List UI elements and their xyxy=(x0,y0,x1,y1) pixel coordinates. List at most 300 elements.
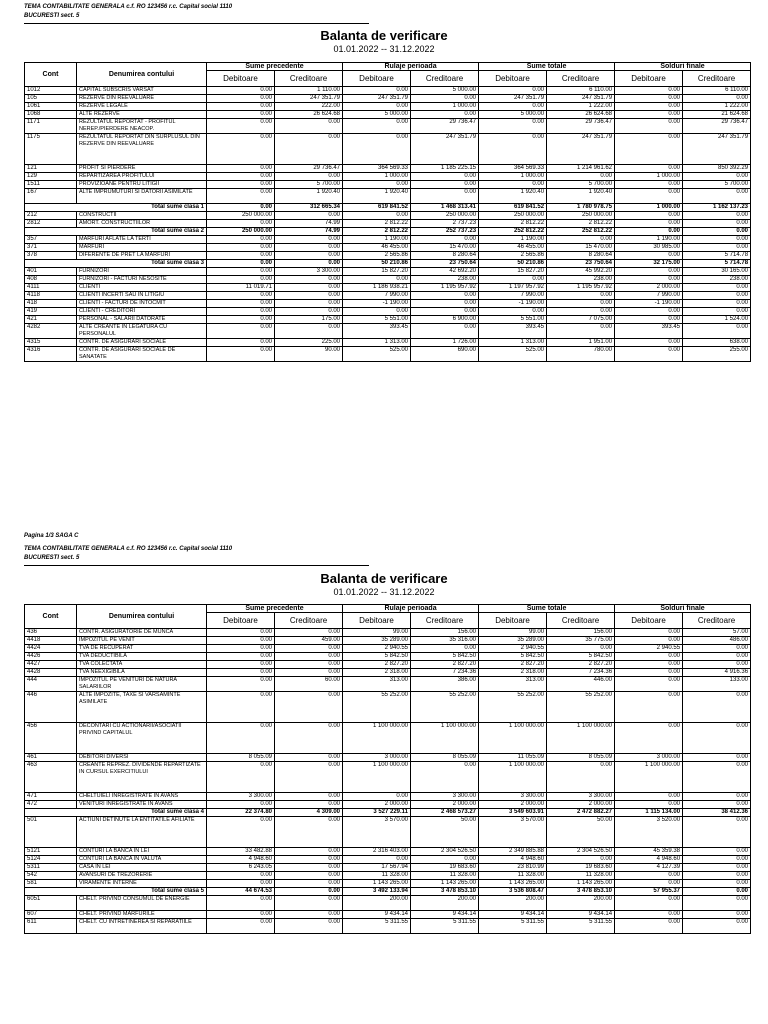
col-header-debit: Debitoare xyxy=(479,71,547,87)
amount-cell: 2 940.55 xyxy=(479,645,547,653)
amount-cell: 38 412.36 xyxy=(683,809,751,817)
account-row xyxy=(25,189,751,204)
amount-cell: 0.00 xyxy=(683,723,751,754)
account-code: 542 xyxy=(25,872,77,880)
amount-cell: 2 812.22 xyxy=(479,220,547,228)
address-line: BUCURESTI sect. 5 xyxy=(24,13,80,19)
amount-cell: 0.00 xyxy=(683,817,751,848)
account-code: 4111 xyxy=(25,284,77,292)
amount-cell: 1 195 957.92 xyxy=(411,284,479,292)
amount-cell: 0.00 xyxy=(207,347,275,362)
col-header-credit: Creditoare xyxy=(275,613,343,629)
amount-cell: 0.00 xyxy=(615,911,683,919)
amount-cell: 44 674.53 xyxy=(207,888,275,896)
account-row xyxy=(25,911,751,919)
amount-cell: 0.00 xyxy=(615,347,683,362)
amount-cell: 0.00 xyxy=(615,669,683,677)
amount-cell: 0.00 xyxy=(207,316,275,324)
amount-cell: 1 100 000.00 xyxy=(479,723,547,754)
account-name: DECONTARI CU ACTIONARII/ASOCIATII PRIVIND CAPITALUL xyxy=(77,723,207,754)
account-code: 607 xyxy=(25,911,77,919)
amount-cell: 0.00 xyxy=(275,300,343,308)
account-row xyxy=(25,339,751,347)
amount-cell: 2 468 573.27 xyxy=(411,809,479,817)
amount-cell: 393.45 xyxy=(343,324,411,339)
amount-cell: 0.00 xyxy=(683,189,751,204)
amount-cell: 0.00 xyxy=(615,268,683,276)
col-group-header: Rulaje perioada xyxy=(343,605,479,613)
amount-cell: 393.45 xyxy=(615,324,683,339)
amount-cell: 0.00 xyxy=(207,244,275,252)
account-row xyxy=(25,165,751,173)
amount-cell: 0.00 xyxy=(411,308,479,316)
amount-cell: 1 313.00 xyxy=(343,339,411,347)
amount-cell: 5 551.00 xyxy=(479,316,547,324)
amount-cell: 0.00 xyxy=(615,308,683,316)
amount-cell: 1 000.00 xyxy=(615,173,683,181)
amount-cell: 1 726.00 xyxy=(411,339,479,347)
account-name: AMORT. CONSTRUCTIILOR xyxy=(77,220,207,228)
amount-cell: 0.00 xyxy=(275,212,343,220)
amount-cell: -1 190.00 xyxy=(615,300,683,308)
amount-cell: 0.00 xyxy=(275,292,343,300)
amount-cell: 0.00 xyxy=(411,292,479,300)
amount-cell: 0.00 xyxy=(615,87,683,95)
amount-cell: 0.00 xyxy=(343,119,411,134)
amount-cell: 2 000.00 xyxy=(411,801,479,809)
amount-cell: 2 812.22 xyxy=(547,220,615,228)
amount-cell: 45 359.38 xyxy=(615,848,683,856)
account-row xyxy=(25,324,751,339)
amount-cell: 11 019.71 xyxy=(207,284,275,292)
amount-cell: 0.00 xyxy=(207,801,275,809)
account-row xyxy=(25,793,751,801)
amount-cell: 0.00 xyxy=(479,308,547,316)
amount-cell: 0.00 xyxy=(207,653,275,661)
amount-cell: 313.00 xyxy=(479,677,547,692)
account-code: 167 xyxy=(25,189,77,204)
amount-cell: 5 551.00 xyxy=(343,316,411,324)
amount-cell: 15 470.00 xyxy=(547,244,615,252)
company-line: TEMA CONTABILITATE GENERALA c.f. RO 123456 r.c. Capital social 1110 xyxy=(24,4,233,10)
account-row xyxy=(25,252,751,260)
amount-cell: 0.00 xyxy=(207,308,275,316)
amount-cell: 364 569.33 xyxy=(479,165,547,173)
col-group-header: Sume totale xyxy=(479,605,615,613)
amount-cell: 2 565.86 xyxy=(343,252,411,260)
amount-cell: 0.00 xyxy=(411,95,479,103)
account-code: 4282 xyxy=(25,324,77,339)
amount-cell: 850 392.29 xyxy=(683,165,751,173)
amount-cell: 0.00 xyxy=(683,292,751,300)
amount-cell: 0.00 xyxy=(207,762,275,793)
amount-cell: 1 190.00 xyxy=(479,236,547,244)
amount-cell: 0.00 xyxy=(275,252,343,260)
total-row xyxy=(25,260,751,268)
amount-cell: 247 351.79 xyxy=(683,134,751,165)
col-header-credit: Creditoare xyxy=(411,613,479,629)
col-header-denumire: Denumirea contului xyxy=(77,63,207,87)
account-name: REZERVE LEGALE xyxy=(77,103,207,111)
amount-cell: 238.00 xyxy=(683,276,751,284)
amount-cell: 11 328.00 xyxy=(343,872,411,880)
amount-cell: 252 737.23 xyxy=(411,228,479,236)
amount-cell: 7 234.36 xyxy=(547,669,615,677)
amount-cell: 35 289.00 xyxy=(479,637,547,645)
account-name: DEBITORI DIVERSI xyxy=(77,754,207,762)
amount-cell: 30 985.00 xyxy=(615,244,683,252)
amount-cell: 1 186 938.21 xyxy=(343,284,411,292)
account-code: 436 xyxy=(25,629,77,637)
amount-cell: 0.00 xyxy=(479,87,547,95)
amount-cell: 7 990.00 xyxy=(343,292,411,300)
amount-cell: 0.00 xyxy=(207,173,275,181)
col-header-debit: Debitoare xyxy=(615,613,683,629)
amount-cell: 0.00 xyxy=(207,119,275,134)
amount-cell: 7 234.36 xyxy=(411,669,479,677)
amount-cell: 0.00 xyxy=(275,911,343,919)
page2-header xyxy=(24,545,232,563)
amount-cell: 15 827.20 xyxy=(479,268,547,276)
account-name: CASA IN LEI xyxy=(77,864,207,872)
amount-cell: 0.00 xyxy=(275,864,343,872)
amount-cell: 486.00 xyxy=(683,637,751,645)
amount-cell: 0.00 xyxy=(275,880,343,888)
amount-cell: 393.45 xyxy=(479,324,547,339)
amount-cell: 11 328.00 xyxy=(411,872,479,880)
account-code: 1171 xyxy=(25,119,77,134)
account-row xyxy=(25,284,751,292)
amount-cell: 0.00 xyxy=(615,119,683,134)
amount-cell: 0.00 xyxy=(683,645,751,653)
amount-cell: 690.00 xyxy=(411,347,479,362)
amount-cell: 0.00 xyxy=(207,300,275,308)
account-name: CREANTE REPREZ. DIVIDENDE REPARTIZATE IN CURSUL EXERCITIULUI xyxy=(77,762,207,793)
account-name: ACTIUNI DETINUTE LA ENTITATILE AFILIATE xyxy=(77,817,207,848)
account-row xyxy=(25,244,751,252)
account-name: PROFIT SI PIERDERE xyxy=(77,165,207,173)
account-row xyxy=(25,212,751,220)
amount-cell: 0.00 xyxy=(275,896,343,911)
amount-cell: 1 100 000.00 xyxy=(343,762,411,793)
amount-cell: 0.00 xyxy=(343,103,411,111)
amount-cell: 252 812.22 xyxy=(479,228,547,236)
account-code: 501 xyxy=(25,817,77,848)
amount-cell: 0.00 xyxy=(615,228,683,236)
amount-cell: 0.00 xyxy=(275,324,343,339)
amount-cell: 2 316 403.00 xyxy=(343,848,411,856)
account-name: ALTE IMPRUMUTURI SI DATORII ASIMILATE xyxy=(77,189,207,204)
account-name: MARFURI AFLATE LA TERTI xyxy=(77,236,207,244)
amount-cell: 0.00 xyxy=(411,645,479,653)
amount-cell: 9 434.14 xyxy=(343,911,411,919)
amount-cell: 386.00 xyxy=(411,677,479,692)
amount-cell: 0.00 xyxy=(683,661,751,669)
amount-cell: 2 940.55 xyxy=(343,645,411,653)
amount-cell: 3 300.00 xyxy=(207,793,275,801)
amount-cell: 0.00 xyxy=(683,864,751,872)
amount-cell: 8 055.09 xyxy=(207,754,275,762)
col-group-header: Sume precedente xyxy=(207,605,343,613)
amount-cell: 0.00 xyxy=(275,284,343,292)
account-row xyxy=(25,300,751,308)
account-name: MARFURI xyxy=(77,244,207,252)
amount-cell: 6 243.05 xyxy=(207,864,275,872)
amount-cell: 22 374.80 xyxy=(207,809,275,817)
account-name: CONTURI LA BANCA IN VALUTA xyxy=(77,856,207,864)
amount-cell: 0.00 xyxy=(207,872,275,880)
balance-table-page2 xyxy=(24,604,751,934)
amount-cell: 0.00 xyxy=(683,856,751,864)
amount-cell: 1 000.00 xyxy=(411,103,479,111)
amount-cell: 3 527 229.11 xyxy=(343,809,411,817)
amount-cell: 0.00 xyxy=(615,276,683,284)
amount-cell: 5 000.00 xyxy=(343,111,411,119)
amount-cell: 1 100 000.00 xyxy=(411,723,479,754)
amount-cell: 0.00 xyxy=(411,300,479,308)
account-row xyxy=(25,653,751,661)
account-row xyxy=(25,173,751,181)
account-name: TVA NEEXIGIBILA xyxy=(77,669,207,677)
account-name: ALTE CREANTE IN LEGATURA CU PERSONALUL xyxy=(77,324,207,339)
amount-cell: 2 000.00 xyxy=(343,801,411,809)
account-code: 446 xyxy=(25,692,77,723)
amount-cell: 0.00 xyxy=(207,645,275,653)
amount-cell: 0.00 xyxy=(683,653,751,661)
account-code: 471 xyxy=(25,793,77,801)
amount-cell: 459.00 xyxy=(275,637,343,645)
col-header-credit: Creditoare xyxy=(683,613,751,629)
amount-cell: 0.00 xyxy=(683,911,751,919)
col-header-credit: Creditoare xyxy=(547,613,615,629)
amount-cell: 1 524.00 xyxy=(683,316,751,324)
account-name: AVANSURI DE TREZORERIE xyxy=(77,872,207,880)
amount-cell: 0.00 xyxy=(479,181,547,189)
amount-cell: 0.00 xyxy=(615,723,683,754)
amount-cell: 0.00 xyxy=(275,629,343,637)
amount-cell: 619 841.52 xyxy=(343,204,411,212)
account-code: 4427 xyxy=(25,661,77,669)
amount-cell: 11 328.00 xyxy=(479,872,547,880)
amount-cell: 0.00 xyxy=(275,653,343,661)
amount-cell: 9 434.14 xyxy=(547,911,615,919)
account-code: 1061 xyxy=(25,103,77,111)
amount-cell: 0.00 xyxy=(207,134,275,165)
account-code: 1012 xyxy=(25,87,77,95)
amount-cell: 0.00 xyxy=(683,754,751,762)
account-name: CAPITAL SUBSCRIS VARSAT xyxy=(77,87,207,95)
amount-cell: 15 470.00 xyxy=(411,244,479,252)
amount-cell: 3 300.00 xyxy=(547,793,615,801)
account-name: CLIENTI - FACTURI DE INTOCMIT xyxy=(77,300,207,308)
amount-cell: 0.00 xyxy=(683,793,751,801)
amount-cell: -1 190.00 xyxy=(343,300,411,308)
amount-cell: 0.00 xyxy=(207,637,275,645)
amount-cell: 26 624.68 xyxy=(547,111,615,119)
account-row xyxy=(25,754,751,762)
amount-cell: 364 569.33 xyxy=(343,165,411,173)
amount-cell: 0.00 xyxy=(615,793,683,801)
amount-cell: 2 000.00 xyxy=(547,801,615,809)
col-group-header: Sume precedente xyxy=(207,63,343,71)
total-label: Total sume clasa 1 xyxy=(25,204,207,212)
amount-cell: 3 000.00 xyxy=(615,754,683,762)
amount-cell: 60.00 xyxy=(275,677,343,692)
amount-cell: 1 780 978.75 xyxy=(547,204,615,212)
amount-cell: 0.00 xyxy=(615,316,683,324)
account-code: 4118 xyxy=(25,292,77,300)
amount-cell: 5 700.00 xyxy=(683,181,751,189)
account-code: 611 xyxy=(25,919,77,934)
amount-cell: 0.00 xyxy=(275,754,343,762)
balance-table-page1 xyxy=(24,62,751,362)
account-row xyxy=(25,111,751,119)
amount-cell: 1 162 137.23 xyxy=(683,204,751,212)
account-code: 472 xyxy=(25,801,77,809)
amount-cell: 5 714.78 xyxy=(683,252,751,260)
amount-cell: 0.00 xyxy=(615,95,683,103)
amount-cell: 0.00 xyxy=(207,103,275,111)
amount-cell: 0.00 xyxy=(207,669,275,677)
amount-cell: 0.00 xyxy=(615,111,683,119)
amount-cell: 247 351.79 xyxy=(479,95,547,103)
amount-cell: 5 311.55 xyxy=(411,919,479,934)
amount-cell: 50 210.86 xyxy=(343,260,411,268)
amount-cell: 0.00 xyxy=(275,919,343,934)
amount-cell: 0.00 xyxy=(683,95,751,103)
account-name: CHELT. PRIVIND MARFURILE xyxy=(77,911,207,919)
amount-cell: 7 075.00 xyxy=(547,316,615,324)
amount-cell: 252 812.22 xyxy=(547,228,615,236)
amount-cell: 1 110.00 xyxy=(275,87,343,95)
amount-cell: 0.00 xyxy=(275,669,343,677)
account-code: 444 xyxy=(25,677,77,692)
amount-cell: 55 252.00 xyxy=(343,692,411,723)
amount-cell: 1 195 957.92 xyxy=(547,284,615,292)
amount-cell: 0.00 xyxy=(207,911,275,919)
amount-cell: 0.00 xyxy=(683,220,751,228)
col-header-debit: Debitoare xyxy=(207,71,275,87)
amount-cell: 2 318.00 xyxy=(343,669,411,677)
amount-cell: 1 190.00 xyxy=(615,236,683,244)
account-row xyxy=(25,848,751,856)
col-header-cont: Cont xyxy=(25,605,77,629)
account-code: 212 xyxy=(25,212,77,220)
col-header-debit: Debitoare xyxy=(343,71,411,87)
amount-cell: 3 000.00 xyxy=(343,754,411,762)
account-name: CLIENTI xyxy=(77,284,207,292)
account-name: TVA DEDUCTIBILA xyxy=(77,653,207,661)
col-header-debit: Debitoare xyxy=(343,613,411,629)
amount-cell: 1 222.00 xyxy=(683,103,751,111)
account-code: 129 xyxy=(25,173,77,181)
amount-cell: 4 309.00 xyxy=(275,809,343,817)
amount-cell: 0.00 xyxy=(615,872,683,880)
total-label: Total sume clasa 2 xyxy=(25,228,207,236)
amount-cell: 46 455.00 xyxy=(343,244,411,252)
amount-cell: 1 197 957.92 xyxy=(479,284,547,292)
total-row xyxy=(25,888,751,896)
amount-cell: 26 624.68 xyxy=(275,111,343,119)
account-code: 4428 xyxy=(25,669,77,677)
account-row xyxy=(25,181,751,189)
amount-cell: 50.00 xyxy=(547,817,615,848)
amount-cell: 0.00 xyxy=(615,661,683,669)
amount-cell: 0.00 xyxy=(547,856,615,864)
amount-cell: 0.00 xyxy=(547,308,615,316)
total-label: Total sume clasa 5 xyxy=(25,888,207,896)
amount-cell: 0.00 xyxy=(411,324,479,339)
amount-cell: 0.00 xyxy=(479,134,547,165)
amount-cell: 1 115 134.00 xyxy=(615,809,683,817)
amount-cell: 0.00 xyxy=(343,793,411,801)
amount-cell: 247 351.79 xyxy=(275,95,343,103)
page-footer: Pagina 1/3 SAGA C xyxy=(24,533,79,539)
amount-cell: 0.00 xyxy=(683,692,751,723)
account-name: REPARTIZAREA PROFITULUI xyxy=(77,173,207,181)
amount-cell: 247 351.79 xyxy=(547,134,615,165)
account-code: 408 xyxy=(25,276,77,284)
address-line: BUCURESTI sect. 5 xyxy=(24,555,80,561)
amount-cell: 0.00 xyxy=(547,762,615,793)
amount-cell: 0.00 xyxy=(479,119,547,134)
amount-cell: 0.00 xyxy=(343,308,411,316)
amount-cell: 0.00 xyxy=(683,228,751,236)
amount-cell: 50.00 xyxy=(411,817,479,848)
amount-cell: 619 841.52 xyxy=(479,204,547,212)
amount-cell: 0.00 xyxy=(683,236,751,244)
account-row xyxy=(25,669,751,677)
account-name: CHELTUIELI INREGISTRATE IN AVANS xyxy=(77,793,207,801)
amount-cell: 0.00 xyxy=(207,181,275,189)
amount-cell: 0.00 xyxy=(615,165,683,173)
amount-cell: 9 434.14 xyxy=(479,911,547,919)
amount-cell: 0.00 xyxy=(683,284,751,292)
amount-cell: 0.00 xyxy=(411,236,479,244)
header-rule xyxy=(24,565,369,566)
amount-cell: 0.00 xyxy=(207,220,275,228)
amount-cell: 57.00 xyxy=(683,629,751,637)
amount-cell: 5 842.50 xyxy=(547,653,615,661)
account-name: ALTE IMPOZITE, TAXE SI VARSAMINTE ASIMILATE xyxy=(77,692,207,723)
amount-cell: 0.00 xyxy=(615,919,683,934)
account-name: CONTR. DE ASIGURARI SOCIALE xyxy=(77,339,207,347)
amount-cell: 23 750.64 xyxy=(547,260,615,268)
account-name: CLIENTI INCERTI SAU IN LITIGIU xyxy=(77,292,207,300)
amount-cell: 250 000.00 xyxy=(479,212,547,220)
amount-cell: 0.00 xyxy=(275,817,343,848)
amount-cell: 133.00 xyxy=(683,677,751,692)
account-name: CONTR. DE ASIGURARI SOCIALE DE SANATATE xyxy=(77,347,207,362)
amount-cell: 29 736.47 xyxy=(275,165,343,173)
total-row xyxy=(25,809,751,817)
amount-cell: 99.00 xyxy=(343,629,411,637)
amount-cell: 2 827.20 xyxy=(547,661,615,669)
account-row xyxy=(25,629,751,637)
account-name: FURNIZORI - FACTURI NESOSITE xyxy=(77,276,207,284)
account-row xyxy=(25,308,751,316)
amount-cell: 0.00 xyxy=(547,173,615,181)
amount-cell: 0.00 xyxy=(411,189,479,204)
amount-cell: 0.00 xyxy=(275,723,343,754)
amount-cell: 0.00 xyxy=(343,212,411,220)
account-code: 371 xyxy=(25,244,77,252)
amount-cell: 0.00 xyxy=(207,236,275,244)
amount-cell: 0.00 xyxy=(615,653,683,661)
amount-cell: 0.00 xyxy=(615,181,683,189)
account-code: 105 xyxy=(25,95,77,103)
amount-cell: 222.00 xyxy=(275,103,343,111)
